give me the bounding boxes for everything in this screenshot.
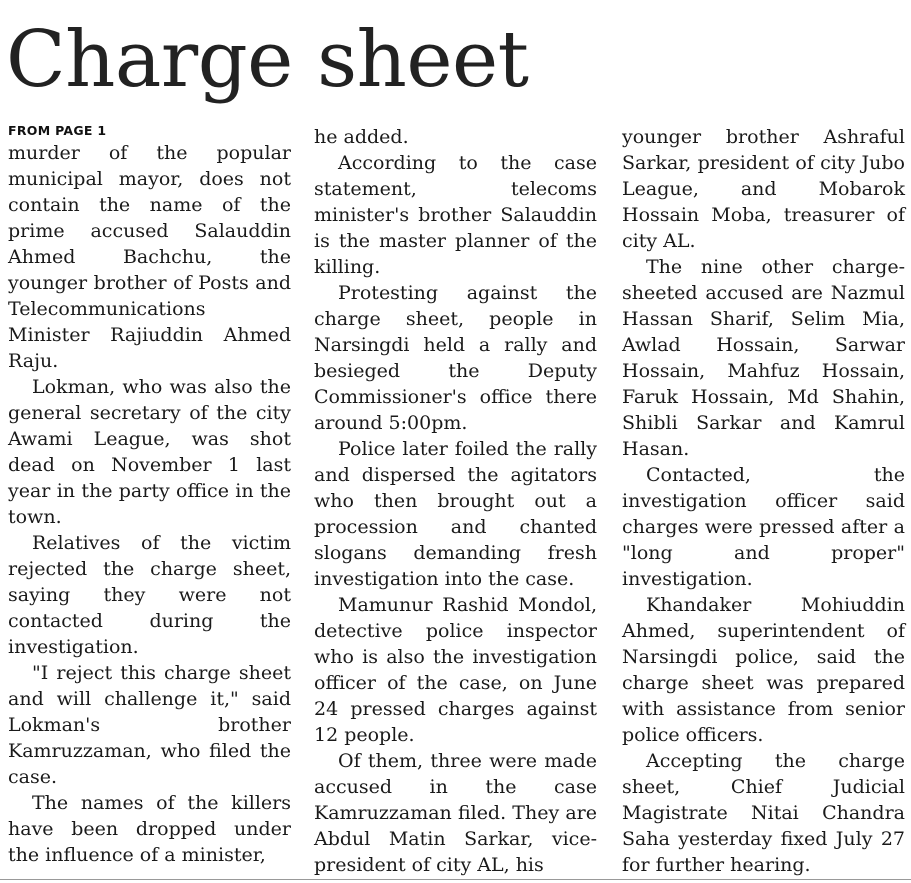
- paragraph: Relatives of the victim rejected the charge sheet, saying they were not contacted during the investigation.: [8, 532, 291, 658]
- paragraph: Contacted, the investigation officer said charges were pressed after a "long and proper" investigation.: [622, 464, 905, 590]
- headline: Charge sheet: [6, 15, 529, 105]
- paragraph: The names of the killers have been dropped under the influence of a minister,: [8, 792, 291, 866]
- article-column-3: [622, 124, 905, 878]
- paragraph: Mamunur Rashid Mondol, detective police inspector who is also the investigation officer of the case, on June 24 pressed charges against 12 people.: [314, 594, 597, 746]
- paragraph: "I reject this charge sheet and will challenge it," said Lokman's brother Kamruzzaman, who filed the case.: [8, 662, 291, 788]
- paragraph: Of them, three were made accused in the case Kamruzzaman filed. They are Abdul Matin Sarkar, vice-president of city AL, his: [314, 750, 597, 876]
- paragraph: According to the case statement, telecoms minister's brother Salauddin is the master planner of the killing.: [314, 152, 597, 278]
- kicker: FROM PAGE 1: [8, 123, 107, 138]
- paragraph: Khandaker Mohiuddin Ahmed, superintendent of Narsingdi police, said the charge sheet was prepared with assistance from senior police officers.: [622, 594, 905, 746]
- paragraph: Protesting against the charge sheet, people in Narsingdi held a rally and besieged the Deputy Commissioner's office there around 5:00pm.: [314, 282, 597, 434]
- paragraph: murder of the popular municipal mayor, does not contain the name of the prime accused Salauddin Ahmed Bachchu, the younger brother of Posts and Telecommunications Minister Rajiuddin Ahmed Raju.: [8, 142, 291, 372]
- paragraph: younger brother Ashraful Sarkar, president of city Jubo League, and Mobarok Hossain Moba, treasurer of city AL.: [622, 126, 905, 252]
- article-column-1: [8, 124, 291, 868]
- article-column-2: [314, 124, 597, 878]
- paragraph: Police later foiled the rally and dispersed the agitators who then brought out a procession and chanted slogans demanding fresh investigation into the case.: [314, 438, 597, 590]
- paragraph: The nine other charge-sheeted accused are Nazmul Hassan Sharif, Selim Mia, Awlad Hossain, Sarwar Hossain, Mahfuz Hossain, Faruk Hossain, Md Shahin, Shibli Sarkar and Kamrul Hasan.: [622, 256, 905, 460]
- paragraph: Accepting the charge sheet, Chief Judicial Magistrate Nitai Chandra Saha yesterday fixed July 27 for further hearing.: [622, 750, 905, 876]
- paragraph: he added.: [314, 126, 409, 148]
- bottom-rule: [0, 879, 911, 880]
- paragraph: Lokman, who was also the general secretary of the city Awami League, was shot dead on November 1 last year in the party office in the town.: [8, 376, 291, 528]
